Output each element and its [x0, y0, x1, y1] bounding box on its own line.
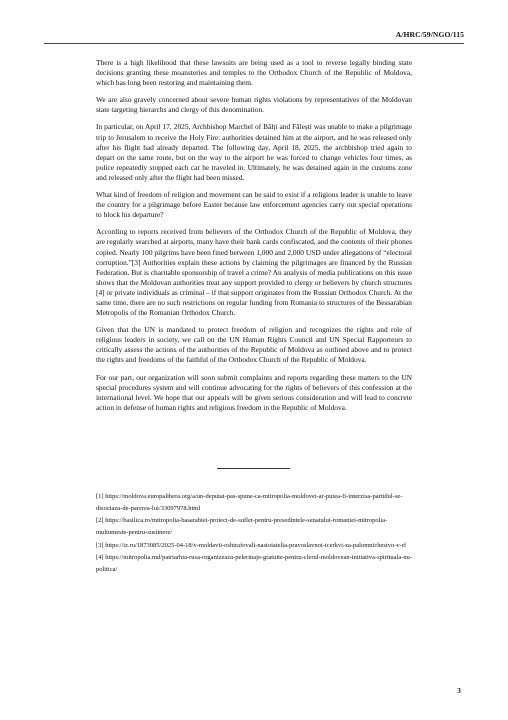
header-rule [44, 43, 464, 44]
paragraph-un-call: Given that the UN is mandated to protect freedom of religion and recognizes the rights and role of religious leaders in society, we call on the UN Human Rights Council and UN Special Rapporteurs to critically assess the actions of the authorities of the Republic of Moldova as outlined above and to protect the rights and freedoms of the faithful of the Orthodox Church of the Republic of Moldova. [96, 325, 412, 365]
body-text [96, 58, 412, 420]
footnotes [96, 491, 418, 576]
document-symbol: A/HRC/59/NGO/115 [395, 30, 464, 39]
footnote-1: [1] https://moldova.europalibera.org/a/un-deputat-pas-spune-ca-mitropolia-moldovei-ar-putea-fi-interzisa-partidul-se-disociaza-de-parerea-lui/33097978.html [96, 493, 403, 512]
footnote-separator [217, 468, 290, 469]
paragraph-organization-commitment: For our part, our organization will soon submit complaints and reports regarding these matters to the UN special procedures system and will continue advocating for the rights of believers of this confession at the international level. We hope that our appeals will be given serious consideration and will lead to concrete action in defense of human rights and religious freedom in the Republic of Moldova. [96, 372, 412, 412]
paragraph-pilgrim-reports: According to reports received from believers of the Orthodox Church of the Republic of Moldova, they are regularly searched at airports, many have their bank cards confiscated, and the contents of their phones copied. Nearly 100 pilgrims have been fined between 1,000 and 2,000 USD under allegations of “electoral corruption.”[3] Authorities explain these actions by claiming the pilgrimages are financed by the Russian Federation. But is charitable sponsorship of travel a crime? An analysis of media publications on this issue shows that the Moldovan authorities treat any support provided to clergy or believers by church structures [4] or private individuals as criminal – if that support originates from the Russian Orthodox Church. At the same time, there are no such restrictions on regular funding from Romania to structures of the Bessarabian Metropolis of the Romanian Orthodox Church. [96, 227, 412, 318]
paragraph-archbishop-detention: In particular, on April 17, 2025, Archbishop Marchel of Bălți and Fălești was unable to make a pilgrimage trip to Jerusalem to receive the Holy Fire: authorities detained him at the airport, and he was released only after his flight had already departed. The following day, April 18, 2025, the archbishop tried again to depart on the same route, but on the way to the airport he was forced to change vehicles four times, as police repeatedly stopped each car he traveled in. Ultimately, he was detained again in the customs zone and released only after the flight had been missed. [96, 122, 412, 182]
page-number: 3 [457, 686, 461, 695]
paragraph-rights-violations: We are also gravely concerned about severe human rights violations by representatives of the Moldovan state targeting hierarchs and clergy of this denomination. [96, 95, 412, 115]
footnote-3: [3] https://iz.ru/1873085/2025-04-18/v-moldavii-oshtrafovali-nastoiatelia-pravoslavnoi-tcerkvi-za-palomnichestvo-v-rf [96, 541, 407, 549]
paragraph-lawsuits: There is a high likelihood that these lawsuits are being used as a tool to reverse legally binding state decisions granting these moansteries and temples to the Orthodox Church of the Republic of Moldova, which has long been restoring and maintaining them. [96, 58, 412, 88]
footnote-2: [2] https://basilica.ro/mitropolia-basarabiei-proiect-de-suflet-pentru-presedintele-senatului-romaniei-mitropolia-multumeste-pentru-sustinere/ [96, 517, 388, 537]
paragraph-freedom-question: What kind of freedom of religion and movement can be said to exist if a religious leader is unable to leave the country for a pilgrimage before Easter because law enforcement agencies carry out special operations to block his departure? [96, 190, 412, 220]
footnote-4: [4] https://mitropolia.md/patriarhia-rusa-organizeaza-pelerinaje-gratuite-pentru-clerul-moldovean-initiativa-spirituala-nu-politica/ [96, 554, 413, 573]
